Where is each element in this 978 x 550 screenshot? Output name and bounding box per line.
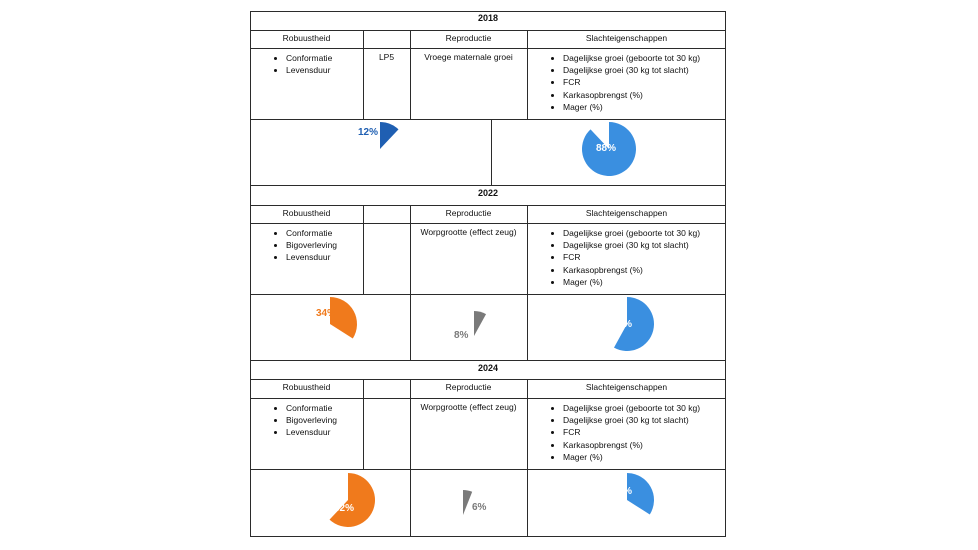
list-item: • Levensduur — [286, 426, 337, 438]
header-robuustheid: Robuustheid — [282, 208, 331, 218]
pie-2022-slachteigenschappen — [567, 294, 687, 354]
list-item: • Mager (%) — [563, 101, 700, 113]
grid-line — [491, 119, 492, 185]
grid-line — [250, 360, 726, 361]
list-item: • Conformatie — [286, 52, 332, 64]
list-item: • Levensduur — [286, 64, 332, 76]
list-item: • Conformatie — [286, 402, 337, 414]
list-item: • Bigoverleving — [286, 414, 337, 426]
slacht-list — [550, 52, 700, 113]
header-slachteigenschappen: Slachteigenschappen — [585, 382, 668, 392]
header-reproductie: Reproductie — [445, 208, 492, 218]
pie-slice — [380, 122, 398, 149]
grid-line — [363, 205, 364, 294]
grid-line — [250, 30, 726, 31]
reproductie-text: Vroege maternale groei — [424, 52, 513, 62]
list-item: • Dagelijkse groei (30 kg tot slacht) — [563, 239, 700, 251]
pie-label: 58% — [612, 319, 633, 330]
list-item: • Dagelijkse groei (geboorte tot 30 kg) — [563, 402, 700, 414]
pie-slice — [463, 490, 472, 515]
slacht-list — [550, 402, 700, 463]
list-item: • Dagelijkse groei (geboorte tot 30 kg) — [563, 227, 700, 239]
reproductie-text: Worpgrootte (effect zeug) — [420, 402, 517, 412]
list-item: • Levensduur — [286, 251, 337, 263]
pie-2018-slachteigenschappen — [549, 119, 669, 179]
robuustheid-list — [273, 227, 337, 264]
grid-line — [410, 30, 411, 119]
pie-slice — [330, 473, 375, 527]
slacht-list — [550, 227, 700, 288]
header-robuustheid: Robuustheid — [282, 33, 331, 43]
header-slachteigenschappen: Slachteigenschappen — [585, 33, 668, 43]
grid-line — [363, 30, 364, 119]
pie-2022-reproductie — [424, 308, 524, 358]
list-item: • Dagelijkse groei (geboorte tot 30 kg) — [563, 52, 700, 64]
lp5-label: LP5 — [378, 52, 395, 62]
pie-label: 34% — [612, 486, 633, 497]
section-year-2022: 2022 — [477, 188, 499, 198]
grid-line — [725, 11, 726, 537]
reproductie-text: Worpgrootte (effect zeug) — [420, 227, 517, 237]
header-reproductie: Reproductie — [445, 33, 492, 43]
grid-line — [363, 379, 364, 469]
pie-label: 34% — [316, 308, 337, 319]
header-slachteigenschappen: Slachteigenschappen — [585, 208, 668, 218]
list-item: • Karkasopbrengst (%) — [563, 439, 700, 451]
pie-label: 6% — [472, 502, 487, 513]
grid-line — [527, 30, 528, 119]
pie-2018-lp5 — [330, 119, 450, 179]
pie-label: 62% — [334, 503, 355, 514]
pie-2024-robuustheid — [288, 470, 408, 530]
robuustheid-list — [273, 402, 337, 439]
pie-2024-reproductie — [418, 490, 518, 540]
pie-slice — [474, 311, 486, 336]
grid-line — [250, 398, 726, 399]
grid-line — [527, 205, 528, 360]
list-item: • FCR — [563, 76, 700, 88]
list-item: • Karkasopbrengst (%) — [563, 89, 700, 101]
grid-line — [250, 205, 726, 206]
pie-label: 12% — [358, 127, 379, 138]
grid-line — [250, 379, 726, 380]
pie-2022-robuustheid — [270, 294, 390, 354]
grid-line — [250, 223, 726, 224]
list-item: • Dagelijkse groei (30 kg tot slacht) — [563, 64, 700, 76]
grid-line — [250, 48, 726, 49]
grid-line — [250, 11, 726, 12]
list-item: • Dagelijkse groei (30 kg tot slacht) — [563, 414, 700, 426]
list-item: • Mager (%) — [563, 451, 700, 463]
header-robuustheid: Robuustheid — [282, 382, 331, 392]
header-reproductie: Reproductie — [445, 382, 492, 392]
pie-label: 8% — [454, 330, 469, 341]
list-item: • Bigoverleving — [286, 239, 337, 251]
grid-line — [250, 11, 251, 537]
grid-line — [527, 379, 528, 536]
pie-label: 88% — [596, 143, 617, 154]
section-year-2018: 2018 — [477, 13, 499, 23]
grid-line — [250, 185, 726, 186]
pie-2024-slachteigenschappen — [567, 470, 687, 530]
section-year-2024: 2024 — [477, 363, 499, 373]
list-item: • FCR — [563, 426, 700, 438]
list-item: • Karkasopbrengst (%) — [563, 264, 700, 276]
list-item: • Mager (%) — [563, 276, 700, 288]
list-item: • Conformatie — [286, 227, 337, 239]
list-item: • FCR — [563, 251, 700, 263]
robuustheid-list — [273, 52, 332, 76]
